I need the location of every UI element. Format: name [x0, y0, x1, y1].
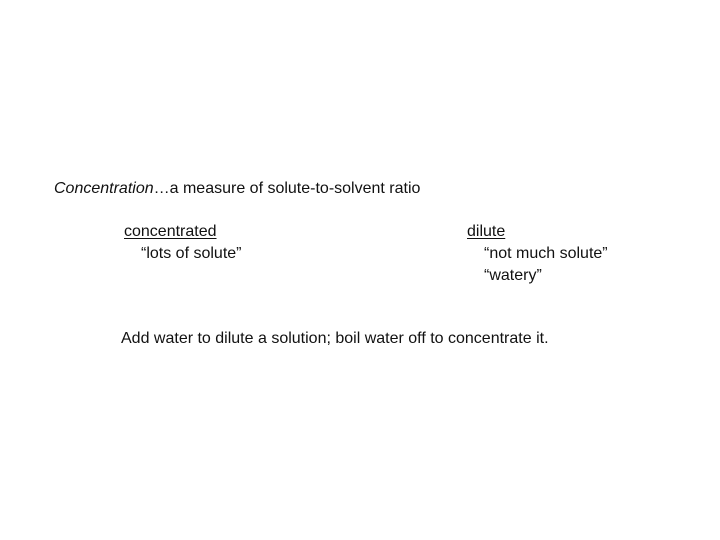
concentrated-heading: concentrated: [124, 223, 217, 240]
dilute-column: [467, 221, 608, 287]
definition-line: [54, 178, 420, 200]
summary-note: Add water to dilute a solution; boil water off to concentrate it.: [121, 330, 549, 347]
definition-term: Concentration: [54, 180, 154, 197]
definition-text: …a measure of solute-to-solvent ratio: [153, 180, 421, 197]
concentrated-column: [124, 221, 241, 265]
concentrated-example: “lots of solute”: [141, 245, 242, 262]
dilute-example-2: “watery”: [484, 267, 542, 284]
dilute-example-1: “not much solute”: [484, 245, 608, 262]
dilute-heading: dilute: [467, 223, 506, 240]
